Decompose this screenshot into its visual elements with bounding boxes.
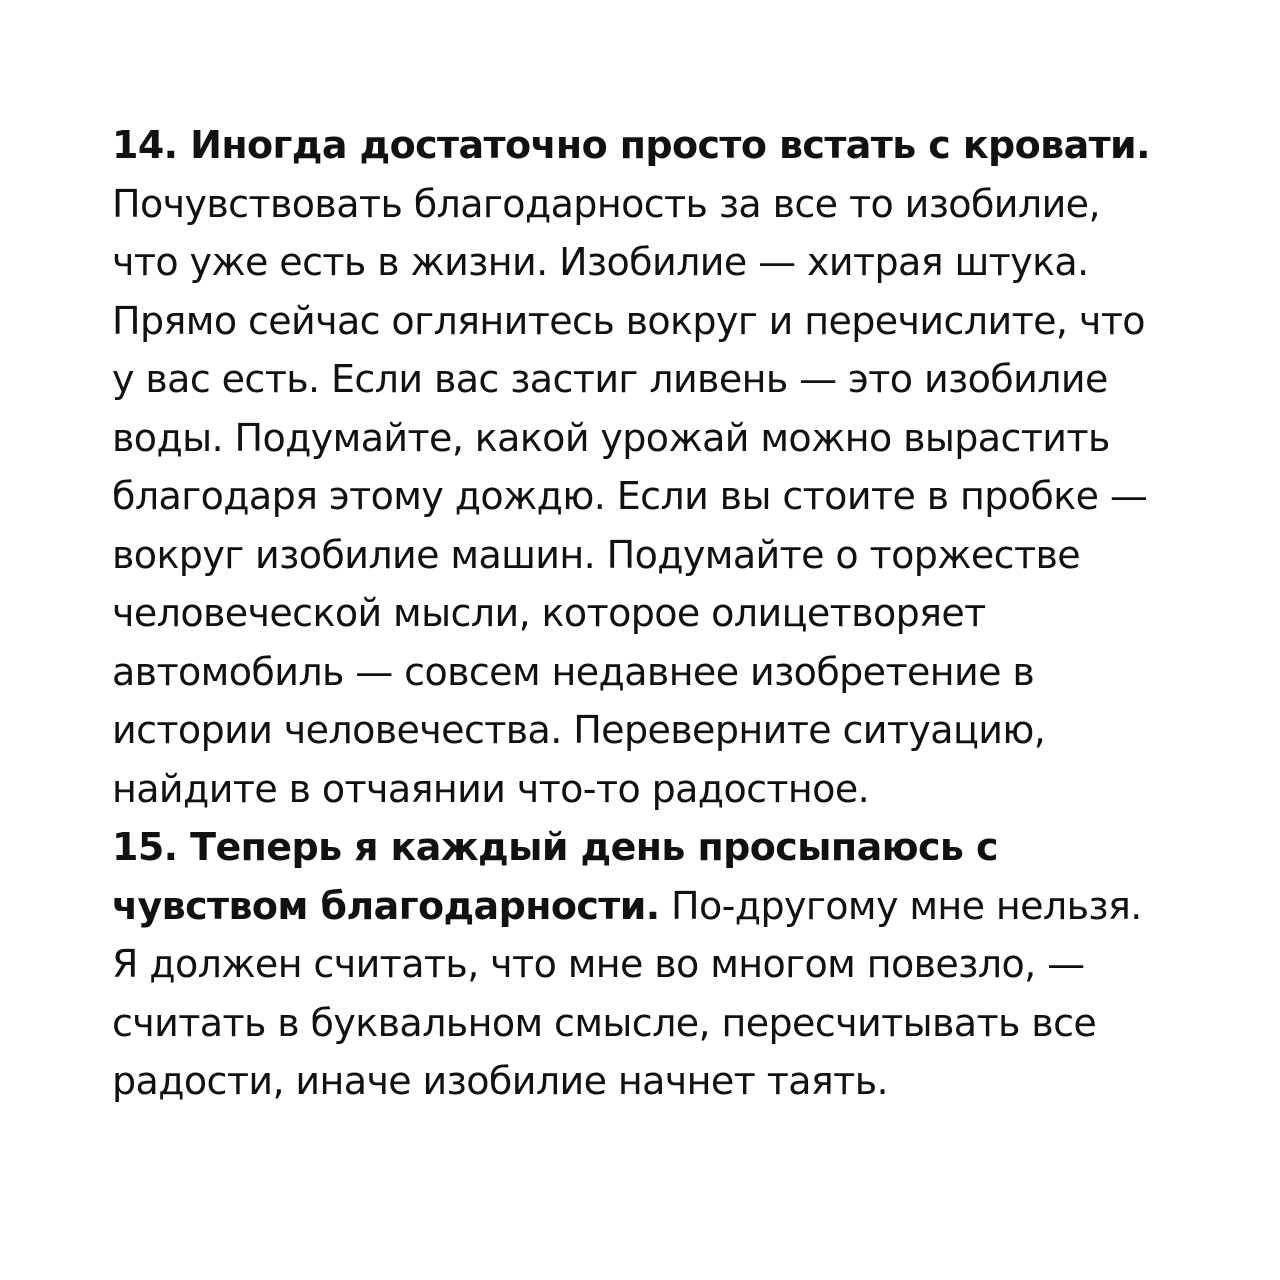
text-line: что уже есть в жизни. Изобилие — хитрая штука. <box>112 240 1089 284</box>
text-line <box>112 116 1222 175</box>
text-line: благодаря этому дождю. Если вы стоите в пробке — <box>112 474 1148 518</box>
text-line: воды. Подумайте, какой урожай можно вырастить <box>112 415 1110 460</box>
item-15-heading: 15. Теперь я каждый день просыпаюсь с <box>112 825 998 869</box>
article-text <box>112 116 1222 1111</box>
text-line: Почувствовать благодарность за все то изобилие, <box>112 181 1100 226</box>
item-14-heading: 14. Иногда достаточно просто встать с кровати. <box>112 123 1150 167</box>
text-line: найдите в отчаянии что-то радостное. <box>112 766 870 811</box>
text-line: истории человечества. Переверните ситуацию, <box>112 708 1046 752</box>
text-line: Прямо сейчас оглянитесь вокруг и перечислите, что <box>112 298 1145 343</box>
item-15-heading-cont: чувством благодарности. <box>112 883 660 928</box>
text-line: чувством благодарности. По-другому мне нельзя. <box>112 883 1142 928</box>
text-line <box>112 818 1222 877</box>
text-line: автомобиль — совсем недавнее изобретение в <box>112 649 1035 694</box>
text-line: вокруг изобилие машин. Подумайте о торжестве <box>112 532 1081 577</box>
text-line: человеческой мысли, которое олицетворяет <box>112 591 986 635</box>
text-line: Я должен считать, что мне во многом повезло, — <box>112 942 1085 986</box>
text-line: у вас есть. Если вас застиг ливень — это изобилие <box>112 357 1108 401</box>
text-line: считать в буквальном смысле, пересчитывать все <box>112 1000 1097 1045</box>
text-line: радости, иначе изобилие начнет таять. <box>112 1059 888 1103</box>
